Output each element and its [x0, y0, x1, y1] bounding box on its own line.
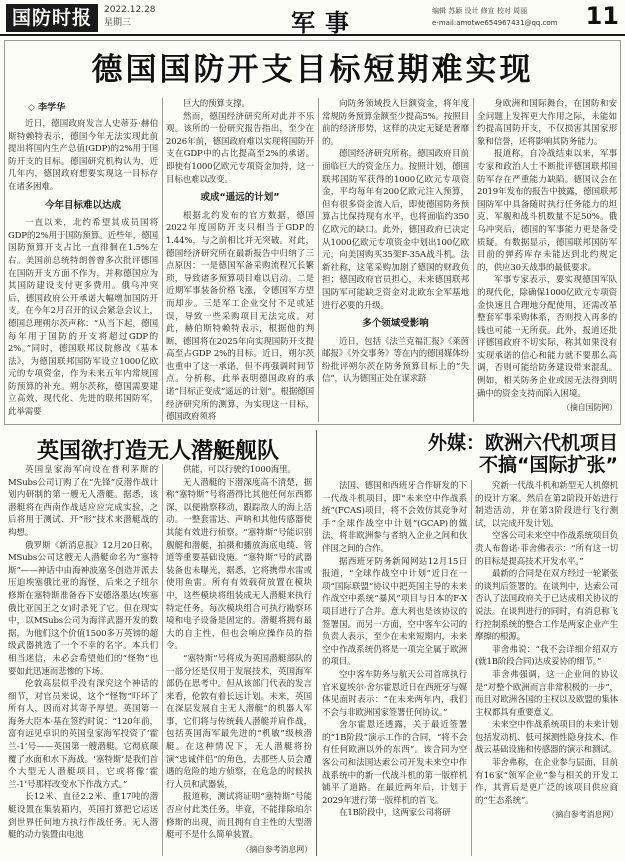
article-source: （摘自国防网） — [562, 403, 617, 413]
lead-article-column-3 — [322, 98, 469, 423]
article-divider — [316, 430, 317, 856]
paragraph: 报道称，自冷战结束以来，军事专家和政治人士不断批评德国联邦国防军存在严重能力缺陷。德国议会在2019年发布的报告中披露，德国联邦国防军中具备随时执行任务能力的坦克、军舰和战斗机数量不足50%。俄乌冲突后，德国的军事能力更是备受质疑。有数据显示，德国联邦国防军目前的弹药库存未能达到北约规定的，供应30天战事的最低要求。 — [477, 149, 617, 273]
column-divider — [318, 98, 319, 422]
column-divider — [473, 98, 474, 422]
uk-article-column-2 — [166, 464, 312, 856]
contact-email: e-mail:amotwe654967431@qq.com — [432, 19, 558, 27]
lead-article-column-4 — [477, 98, 617, 423]
page-number: 11 — [585, 2, 619, 30]
paragraph: 菲舍弗强调，这一企业间的协议是“对整个欧洲而言非常积极的一步”，而且对欧洲各国的主权以及欧盟的集体主权都具有重要意义。 — [475, 669, 618, 718]
section-title: 军事 — [291, 9, 359, 37]
paragraph: 长12米、直径2.2米、重17吨的潜艇设置在集装箱内，英国打算把它运送到世界任何地方执行作战任务。无人潜艇的动力装置由电池 — [8, 792, 158, 841]
lead-article-title: 德国国防开支目标短期难实现 — [91, 52, 534, 88]
masthead — [0, 0, 625, 36]
article-source: （摘自参考消息网） — [547, 810, 618, 820]
europe-article-column-2 — [475, 480, 618, 856]
paragraph: 根据北约发布的官方数据，德国2022年度国防开支只相当于GDP的1.44%，与之前相比并无突破。对此，德国经济研究所在最新报告中归纳了三点原因：一是德国军备采购流程冗长繁琐，导致诸多预算项目难以启动。二是近期军事装备价格飞涨，令德国军方望而却步。三是军工企业交付不足或延误，导致一些采购项目无法完成。对此，赫伯斯特赖特表示，根据他的判断，德国将在2025年向实现国防开支提高至占GDP 2%的目标。近日，朔尔茨也重申了这一承诺，但不再强调时间节点。分析称，此举表明德国政府的承诺“目标正变成”遥远的计划”。根据德国经济研究所的测算，为实现这一目标，德国政府须将 — [166, 210, 314, 423]
paragraph: 据西班牙防务新闻网站12月15日报道，“全球作战空中计划”近日在一项“国际联盟”协议中把英国主导的未来作战空中系统“暴风”项目与日本的F-X项目进行了合并。意大利也是该协议的签署国。而另一方面，空中客车公司的负责人表示，至少在未来短期内，未来空中作战系统仍将是一项完全属于欧洲的项目。 — [322, 556, 467, 668]
column-divider — [162, 464, 163, 856]
paragraph: 俄罗斯《新消息报》12月20日称，MSubs公司这艘无人潜艇命名为“塞特斯”——神话中由海神波塞冬创造并派去压迫埃塞俄比亚的海怪，后来之子纽尔修斯在塞特斯准备吞下安德洛墨达(埃塞俄比亚国王之女)时杀死了它。但在现实中，以MSubs公司为海洋武器开发的数据，为他们这个价值1500多万英镑的超级武器挑选了一个不幸的名字。本兵们相当迷信，未必会希望他们的“怪物”也要如此迅速而悲惨的下场。 — [8, 540, 158, 677]
paragraph: 然而，德国经济研究所对此并不乐观。该所的一份研究报告指出，至少在2026年前，德国政府难以实现将国防开支在GDP中的占比提高至2%的承诺。即使有1000亿欧元专项资金加持，这一目标也难以改变。 — [166, 111, 314, 185]
paragraph: 德国经济研究所称，德国政府目前面临巨大的资金压力。按照计划，德国联邦国防军获得的1000亿欧元专项资金，平均每年有200亿欧元注入预算，但有很多资金流入后，即使德国防务预算占比保持现有水平，也将面临约350亿欧元的缺口。此外，德国政府已决定从1000亿欧元专项资金中划出100亿欧元，向美国购买35架F-35A战斗机。法新社称，这笔采购加剧了德国的财政负担；德国政府官员担心，未来德国联邦国防军可能缺乏资金对北欧东全军基地进行必要的升级。 — [322, 149, 469, 311]
paragraph: 伦敦高层似乎没有深究这个神话的细节，对官员来说，这个“怪物”吓坏了所有人，因而对其寄予厚望。英国第一海务大臣本·基在签约时说：“120年前，富有远见卓识的英国皇家海军投资了‘霍兰-1’号——英国第一艘潜艇。它彻底颠覆了水面和水下海战。‘塞特斯’是我们首个大型无人潜艇项目，它或将像‘霍兰-1’号那样改变水下作战方式。” — [8, 679, 158, 790]
paragraph: 究新一代战斗机和新型无人机僚机的设计方案。然后在第2阶段开始进行制造活动，并在第3阶段进行飞行测试，以完成开发计划。 — [475, 481, 618, 529]
paragraph: 舍尔霍恩还透露，关于最近签署的“1B阶段”演示工作的合同，“将不会有任何欧洲以外的东西”。该合同为空客公司和法国达索公司开发未来空中作战系统中的新一代战斗机的第一版样机铺平了道路。在最近两年后，计划于2029年进行第一版样机的首飞。 — [322, 720, 467, 806]
uk-article-title: 英国欲打造无人潜艇舰队 — [36, 439, 279, 464]
article-source: （摘自参考消息网） — [241, 844, 312, 854]
credits-line: 编辑 苏颖 设计 修宣 校对 周丽 — [432, 7, 528, 15]
subheading: 今年目标难以达成 — [44, 199, 121, 211]
paragraph: 空客公司未来空中作战系统项目负责人布鲁诺·菲舍佛表示：“所有这一切的目标是提高技术开发水平。” — [475, 531, 618, 567]
lead-article-byline: ◇ 李学华 — [28, 100, 65, 113]
lead-article-column-1 — [8, 118, 158, 423]
column-divider — [471, 480, 472, 856]
paragraph: 英国皇家海军向设在普利茅斯的MSubs公司订购了在“先锋”反潜作战计划内研制的第一艘无人潜艇。据悉，该潜艇将在西南作战适应应完成实验，之后将用于测试、开“形”技术来潜艇战的构想。 — [8, 465, 158, 538]
paragraph: 报道称，测试将证明“塞特斯”号能否应付此类任务。毕竟，不能排除珀尔修斯的出现，而且拥有自主性的大型潜艇可不是什么简单装置。 — [166, 792, 312, 841]
paragraph: 空中客车防务与航天公司首席执行官米夏埃尔·舍尔霍恩近日在西班牙与媒体见面时表示：“在未来两年内，我们不会与非欧洲国家签署任何协议。” — [322, 669, 467, 718]
issue-weekday: 星期三 — [104, 18, 132, 28]
paragraph: 法国、德国和西班牙合作研发的下一代战斗机项目，即“未来空中作战系统”(FCAS)项目，将不会效仿其竞争对手“全球作战空中计划”(GCAP)的做法，将非欧洲参与者纳入企业之间和伙伴国之间的合作。 — [322, 481, 467, 554]
paragraph: 在1B阶段中，这两家公司将研 — [339, 808, 451, 819]
paragraph: 菲舍弗说：“我不会详细介绍双方(就1B阶段合同)达成妥协的细节。” — [475, 644, 618, 668]
paragraph: 一直以来，北约希望其成员国将GDP的2%用于国防预算。近些年，德国国防预算开支占比一直徘徊在1.5%左右。美国前总统特朗普曾多次批评德国在国防开支方面不作为，并称德国应为其国防建设支付更多费用。俄乌冲突后，德国政府公开承诺大幅增加国防开支。在今年2月召开的议会紧急会议上，德国总理朔尔茨声称：“从当下起，德国每年用于国防的开支将超过GDP的2%。”同时，德国联邦议院修改《基本法》，为德国联邦国防军设立1000亿欧元的专项资金，作为未来五年内常规国防预算的补充。朔尔茨称，德国需要建立高效、现代化、先进的联邦国防军，此举需要 — [8, 218, 158, 418]
europe-article-column-1 — [322, 480, 467, 856]
subheading: 多个领域受影响 — [362, 318, 429, 330]
subheading: 或成“遥远的计划” — [200, 192, 280, 204]
europe-article-title-line: 不搞“国际扩张” — [479, 454, 618, 476]
paragraph: 巨大的预算支撑。 — [183, 99, 250, 109]
paragraph: 近日，德国政府发言人史蒂芬·赫伯斯特赖特表示，德国今年无法实现此前提出将国内生产总值(GDP)的2%用于国防开支的目标。德国研究机构认为，近几年内，德国政府想要实现这一目标存在诸多困难。 — [8, 119, 158, 192]
issue-date — [104, 4, 156, 30]
newspaper-logo: 国防时报 — [6, 4, 98, 32]
paragraph: 菲舍弗称，在企业参与层面，目前有16家“领军企业”参与相关的开发工作，其背后是更广泛的该项目供应商的“生态系统”。 — [475, 758, 618, 806]
paragraph: 身欧洲和国际舞台，在国防和安全问题上发挥更大作用之际，未能如约提高国防开支，不仅损害其国家形象和信誉，还将影响其防务能力。 — [477, 99, 617, 147]
uk-article-column-1 — [8, 464, 158, 856]
paragraph: “塞特斯”号将成为英国潜艇部队的一部分还是仅用于发展技术，英国海军部仍在思考中。但从该部门代表的发言来看，伦敦有着长远计划。未来，英国在深层发展自主无人潜艇”的机器人军事，它们将与传统载人潜艇并肩作战，包括英国海军最先进的“机敏”级核潜艇。在这种情况下，无人潜艇将扮演“忠诚伴侣”的角色，去那些人员会遭遇的危险的地方侦察，在危急的时候执行人员和武器装， — [166, 653, 312, 790]
paragraph: 军事专家表示，要实现德国军队的现代化，除确保1000亿欧元专项资金快速且合理地分配使用，还需改革整套军事采购体系，否则投入再多的钱也可能一无所获。此外，报道还批评德国政府不切实际，称其如果没有实现承诺的信心和能力就不要那么高调，否则可能给防务建设带来混乱。例如，相关防务企业或因无法得到明确中的资金支持而陷入困境。 — [477, 275, 617, 399]
paragraph: 未来空中作战系统项目的未来计划包括发动机、低可探测性隐身技术、作战云基础设施和传感器的演示和测试。 — [475, 720, 618, 756]
column-divider — [162, 98, 163, 422]
paragraph: 近日，包括《法兰克福汇报》《莱茵邮报》《外交事务》等在内的德国媒体纷纷批评朔尔茨在防务预算目标上的“失信”，认为德国正处在谋求跻 — [322, 336, 469, 385]
paragraph: 无人潜艇的下潜深度高不清楚，据称“塞特斯”号将潜得比其他任何东西都深，以便勘察移动，跟踪敌人的海上活动。一整套雷达、声呐和其他传感器使其能有效进行侦察。“塞特斯”号能识别舰艇和潜艇，拍摄和播放海底电缆、管道等重要基础设施。“塞特斯”号的武器装备也未曝光，据悉，它将携带水雷或使用鱼雷。所有有效载荷放置在模块中，这些模块将组装成无人潜艇来执行特定任务。每次模块组合可执行勘察环境和电子设备是固定的。潜艇将拥有最大的自主性，但也会响应操作员的指令。 — [166, 477, 312, 652]
issue-date-value: 2022.12.28 — [104, 5, 156, 15]
lead-article-column-2 — [166, 98, 314, 423]
paragraph: 供能，可以行驶约1000海里。 — [183, 465, 296, 475]
paragraph: 向防务领域投入巨额资金，将年度常规防务预算金额至少提高5%。按照目前的经济形势，这样的决定无疑是奢靡的。 — [322, 99, 469, 147]
europe-article-title-line: 外媒：欧洲六代机项目 — [427, 432, 618, 454]
europe-article-title — [322, 432, 618, 476]
paragraph: 最新的合同是在双方经过一轮紧张的谈判后签署的。在谈判中，达索公司否认了法国政府关于已达成相关协议的说法。在谈判进行的同时，有消息称飞行控制系统的整合工作是两家企业产生摩擦的根源。 — [475, 569, 618, 643]
editor-credits — [432, 5, 592, 29]
